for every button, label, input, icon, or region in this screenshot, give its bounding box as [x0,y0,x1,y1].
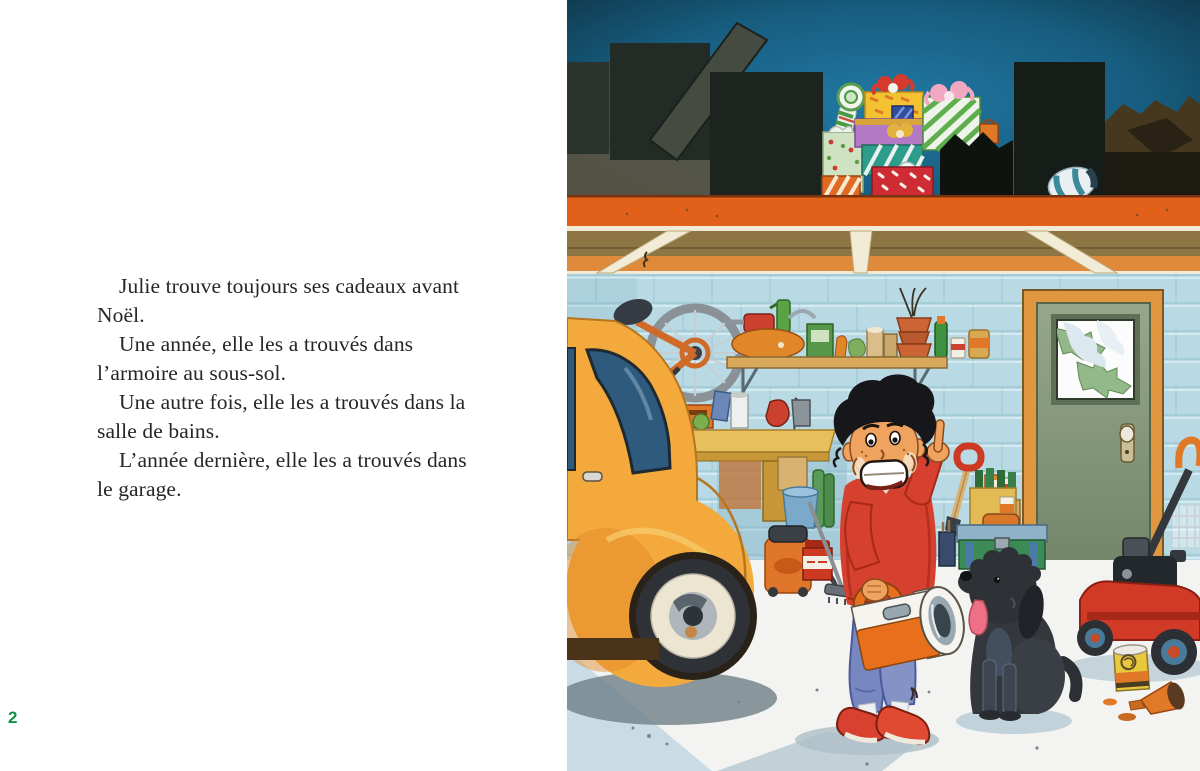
dog-food-can [1113,644,1149,691]
dog-tongue [969,600,987,635]
mower-wheel [1151,629,1197,675]
car-window-rear [567,348,575,470]
orange-bowl [732,329,804,359]
attic-box [710,72,823,197]
blue-carton [711,391,731,421]
spray-bottle [777,300,790,332]
brush-cup [939,532,955,566]
dog-nose [960,571,972,581]
small-figurine [835,336,847,357]
mower-wheel [1077,620,1113,656]
story-paragraph: Julie trouve toujours ses cadeaux avant Noël. [97,274,460,327]
tan-box [778,457,807,490]
car-door-handle [583,472,602,481]
dog-eye [994,577,1000,583]
garage-ceiling [567,231,1200,275]
doorknob [1120,426,1134,442]
vise [792,400,810,426]
green-roll [824,474,834,527]
mower-airbox [1123,538,1149,558]
boy-gripping-hand [862,579,888,601]
red-clamp [766,400,789,426]
leafy-plant [849,339,866,358]
can [884,334,897,357]
shelf-board [727,357,947,368]
story-paragraph: L’année dernière, elle les a trouvés dans le garage. [97,448,467,501]
page-number: 2 [8,708,18,727]
dog-leg [1003,664,1016,714]
garage-illustration [567,0,1200,771]
dog-leg [983,660,996,714]
story-text [97,272,469,504]
story-paragraph: Une autre fois, elle les a trouvés dans la salle de bains. [97,390,466,443]
wire-basket [1172,505,1200,548]
white-can [731,395,748,428]
story-paragraph: Une année, elle les a trouvés dans l’armoire au sous-sol. [97,332,414,385]
loft-ledge-beam [567,195,1200,231]
car-rocker [567,638,659,660]
green-bottle [935,322,947,357]
attic-rubble [1105,96,1200,197]
present-red [872,167,933,197]
boy-smile [860,460,907,489]
attic-junk [567,62,609,154]
can [867,330,883,357]
green-ball [693,414,709,430]
